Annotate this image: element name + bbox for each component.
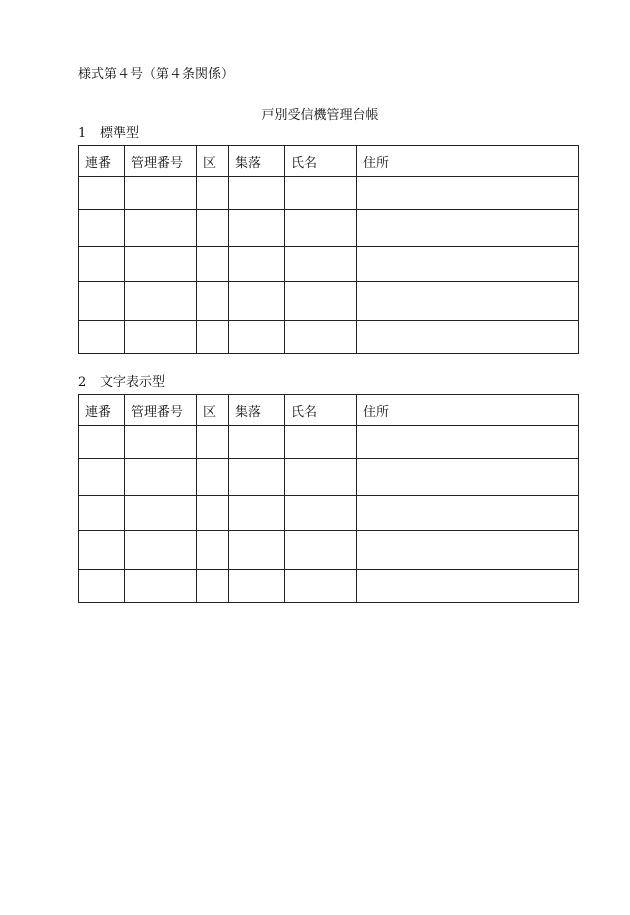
table-cell[interactable] [79,496,125,531]
table-cell[interactable] [79,210,125,247]
table-cell[interactable] [357,177,579,210]
table-cell[interactable] [229,210,285,247]
table-row [79,210,579,247]
table-cell[interactable] [125,321,197,354]
column-header-management-number: 管理番号 [125,395,197,426]
table-cell[interactable] [79,282,125,321]
table-cell[interactable] [285,210,357,247]
table-header-row [79,146,579,177]
table-cell[interactable] [125,531,197,570]
table-cell[interactable] [197,177,229,210]
ledger-table-standard [78,145,579,354]
column-header-serial: 連番 [79,146,125,177]
table-cell[interactable] [79,531,125,570]
column-header-village: 集落 [229,146,285,177]
ledger-table-text-display [78,394,579,603]
section-name: 文字表示型 [100,375,166,390]
table-row [79,496,579,531]
table-cell[interactable] [125,459,197,496]
column-header-ward: 区 [197,395,229,426]
table-cell[interactable] [285,426,357,459]
table-cell[interactable] [357,426,579,459]
table-row [79,282,579,321]
table-cell[interactable] [125,570,197,603]
table-cell[interactable] [79,426,125,459]
table-row [79,177,579,210]
section-heading-text-display [78,374,165,392]
table-cell[interactable] [79,570,125,603]
table-cell[interactable] [197,570,229,603]
table-cell[interactable] [229,496,285,531]
table-cell[interactable] [197,321,229,354]
table-cell[interactable] [229,459,285,496]
table-cell[interactable] [357,570,579,603]
table-cell[interactable] [197,531,229,570]
table-cell[interactable] [197,210,229,247]
table-cell[interactable] [197,426,229,459]
column-header-name: 氏名 [285,395,357,426]
table-cell[interactable] [357,282,579,321]
table-cell[interactable] [357,247,579,282]
table-row [79,570,579,603]
section-name: 標準型 [100,126,140,141]
table-cell[interactable] [125,496,197,531]
table-cell[interactable] [357,210,579,247]
table-cell[interactable] [357,459,579,496]
column-header-village: 集落 [229,395,285,426]
table-cell[interactable] [229,177,285,210]
column-header-ward: 区 [197,146,229,177]
table-row [79,459,579,496]
table-row [79,531,579,570]
table-cell[interactable] [285,247,357,282]
table-cell[interactable] [79,177,125,210]
table-cell[interactable] [285,531,357,570]
table-cell[interactable] [229,570,285,603]
column-header-address: 住所 [357,146,579,177]
table-cell[interactable] [229,426,285,459]
table-cell[interactable] [125,210,197,247]
table-cell[interactable] [197,496,229,531]
table-cell[interactable] [357,321,579,354]
table-row [79,426,579,459]
table-cell[interactable] [197,247,229,282]
column-header-serial: 連番 [79,395,125,426]
table-header-row [79,395,579,426]
table-cell[interactable] [79,321,125,354]
table-cell[interactable] [229,321,285,354]
column-header-address: 住所 [357,395,579,426]
table-cell[interactable] [79,247,125,282]
table-row [79,247,579,282]
table-cell[interactable] [125,247,197,282]
column-header-management-number: 管理番号 [125,146,197,177]
section-heading-standard [78,125,139,143]
table-cell[interactable] [285,496,357,531]
table-cell[interactable] [125,282,197,321]
table-cell[interactable] [357,496,579,531]
table-cell[interactable] [229,282,285,321]
table-cell[interactable] [79,459,125,496]
table-cell[interactable] [285,459,357,496]
document-title: 戸別受信機管理台帳 [261,108,379,123]
form-number-label: 様式第４号（第４条関係） [78,67,235,82]
table-row [79,321,579,354]
table-cell[interactable] [197,459,229,496]
column-header-name: 氏名 [285,146,357,177]
table-cell[interactable] [285,282,357,321]
table-cell[interactable] [125,177,197,210]
table-cell[interactable] [125,426,197,459]
table-cell[interactable] [197,282,229,321]
table-cell[interactable] [285,321,357,354]
table-cell[interactable] [229,247,285,282]
table-cell[interactable] [285,177,357,210]
section-number: 2 [78,375,87,390]
table-cell[interactable] [357,531,579,570]
section-number: 1 [78,126,87,141]
table-cell[interactable] [229,531,285,570]
table-cell[interactable] [285,570,357,603]
